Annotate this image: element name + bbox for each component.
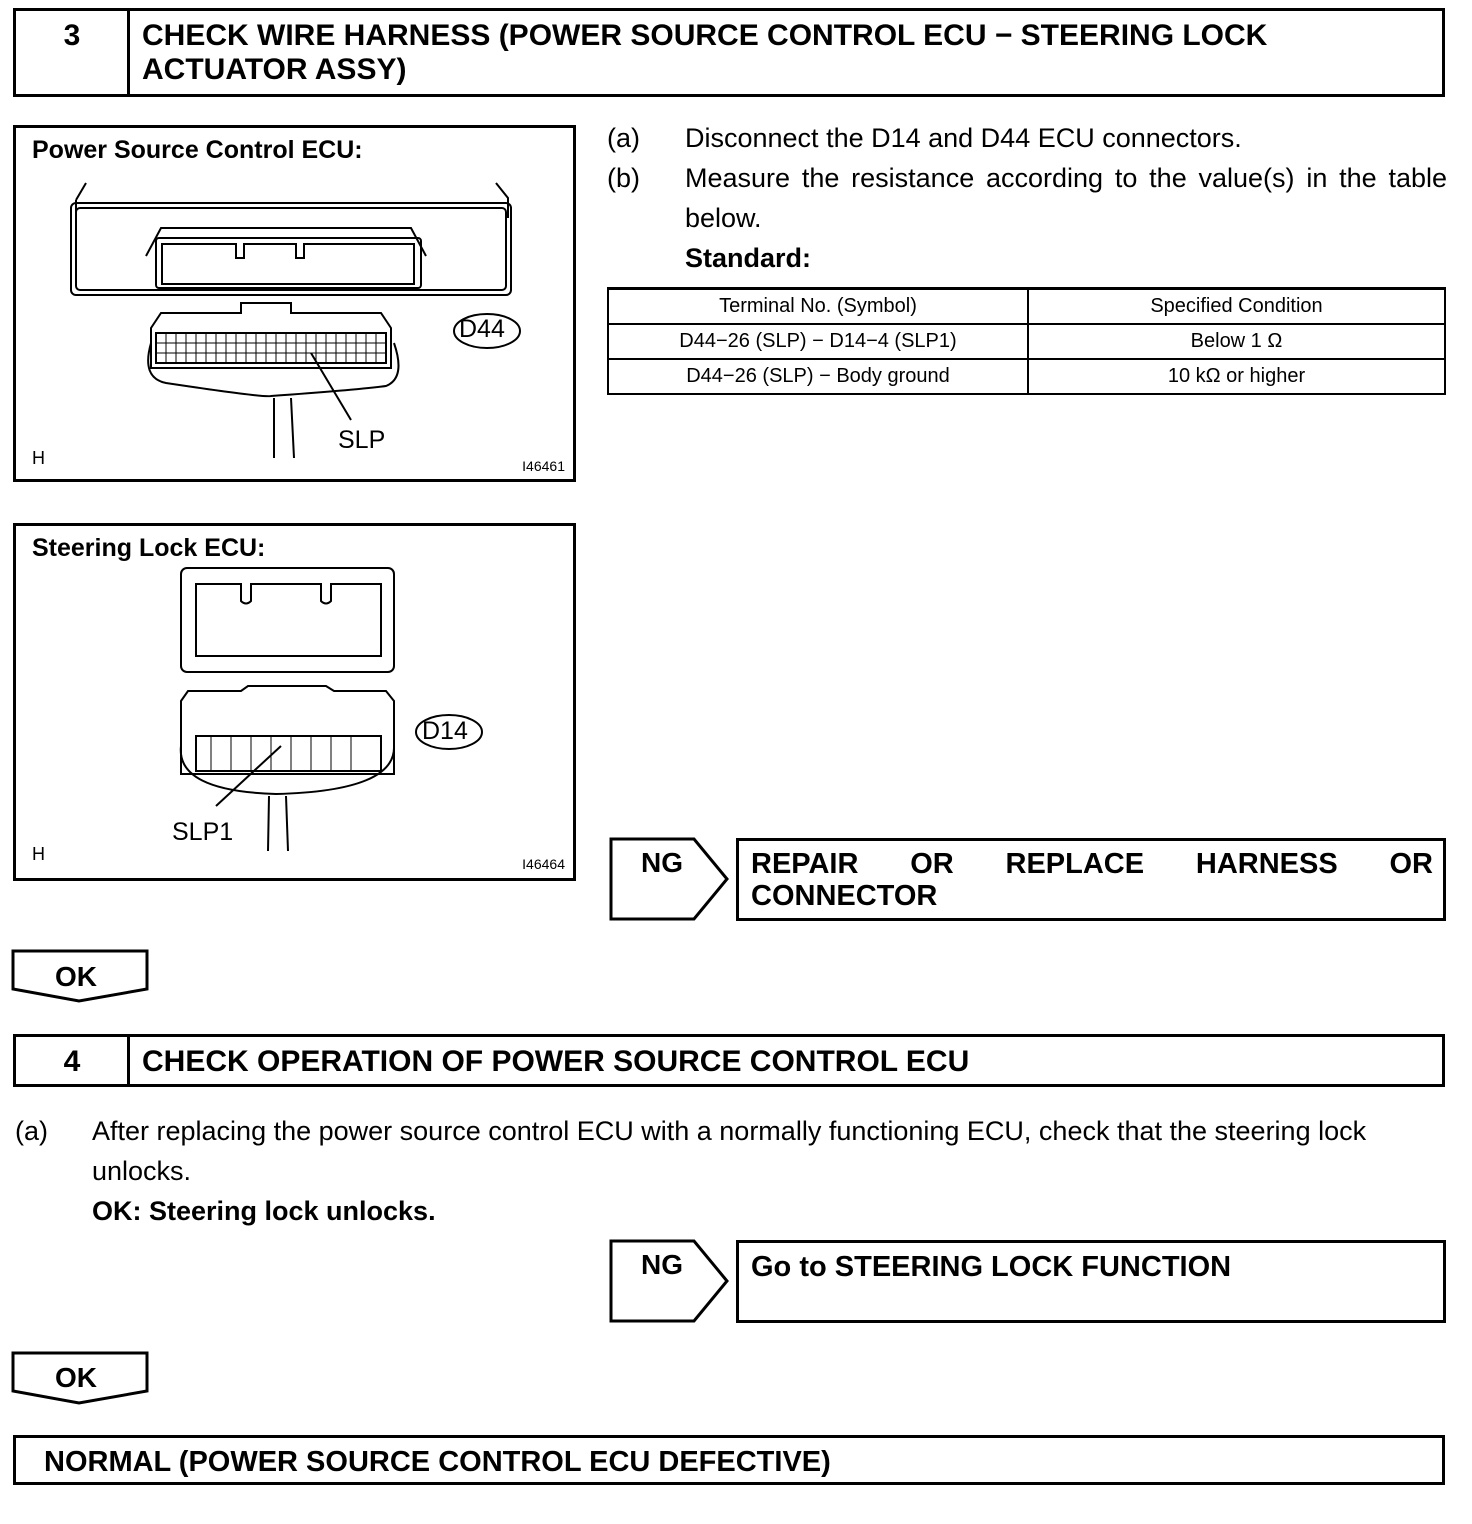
table-row [608, 359, 1445, 394]
ng-action-box [736, 1240, 1446, 1323]
figure-power-source-ecu [13, 125, 576, 482]
figure-corner-mark: H [32, 448, 45, 468]
step-title: CHECK WIRE HARNESS (POWER SOURCE CONTROL ECU − STEERING LOCK ACTUATOR ASSY) [142, 19, 1268, 86]
table-cell: D44−26 (SLP) − Body ground [608, 359, 1028, 394]
step-a-label: (a) [15, 1116, 48, 1146]
table-row [608, 324, 1445, 359]
terminal-label: SLP [338, 426, 386, 454]
specification-table [607, 287, 1446, 395]
divider [127, 1037, 130, 1084]
result-text: NORMAL (POWER SOURCE CONTROL ECU DEFECTIVE) [44, 1446, 831, 1478]
table-cell: Below 1 Ω [1028, 324, 1445, 359]
ng-action-box [736, 838, 1446, 921]
figure-id: I46464 [522, 856, 565, 872]
step-a-text: Disconnect the D14 and D44 ECU connectors. [685, 123, 1242, 153]
ng-action-link[interactable]: Go to STEERING LOCK FUNCTION [751, 1251, 1232, 1283]
figure-id: I46461 [522, 458, 565, 474]
divider [127, 11, 130, 94]
step-b-text: Measure the resistance according to the value(s) in the table below. [685, 163, 1447, 233]
table-header-row [608, 289, 1445, 325]
standard-label: Standard: [685, 243, 812, 273]
table-cell: D44−26 (SLP) − D14−4 (SLP1) [608, 324, 1028, 359]
connector-label: D14 [422, 717, 468, 745]
step-number: 4 [63, 1045, 81, 1078]
step-title: CHECK OPERATION OF POWER SOURCE CONTROL ECU [142, 1045, 970, 1078]
terminal-label: SLP1 [172, 818, 234, 846]
figure-steering-lock-ecu [13, 523, 576, 881]
result-box [13, 1435, 1445, 1485]
table-cell: 10 kΩ or higher [1028, 359, 1445, 394]
ecu-connector-diagram [16, 128, 573, 479]
ecu-connector-diagram [16, 526, 573, 878]
ok-label: OK [55, 1362, 97, 1393]
figure-corner-mark: H [32, 844, 45, 864]
figure-title: Power Source Control ECU: [32, 136, 363, 164]
connector-label: D44 [459, 315, 505, 343]
figure-title: Steering Lock ECU: [32, 534, 266, 562]
step-a-text: After replacing the power source control ECU with a normally functioning ECU, check that the steering lock unlocks. [92, 1116, 1367, 1186]
step-number: 3 [63, 19, 81, 52]
step-a-label: (a) [607, 123, 640, 153]
header-cell: Terminal No. (Symbol) [608, 289, 1028, 325]
ng-label: NG [641, 847, 683, 878]
step-4-header [13, 1034, 1445, 1087]
ok-label: OK [55, 961, 97, 992]
ng-action-text: REPAIR OR REPLACE HARNESS OR CONNECTOR [751, 848, 1433, 912]
ok-criteria: OK: Steering lock unlocks. [92, 1196, 436, 1226]
step-3-header [13, 8, 1445, 97]
step-b-label: (b) [607, 163, 640, 193]
header-cell: Specified Condition [1028, 289, 1445, 325]
ng-label: NG [641, 1249, 683, 1280]
